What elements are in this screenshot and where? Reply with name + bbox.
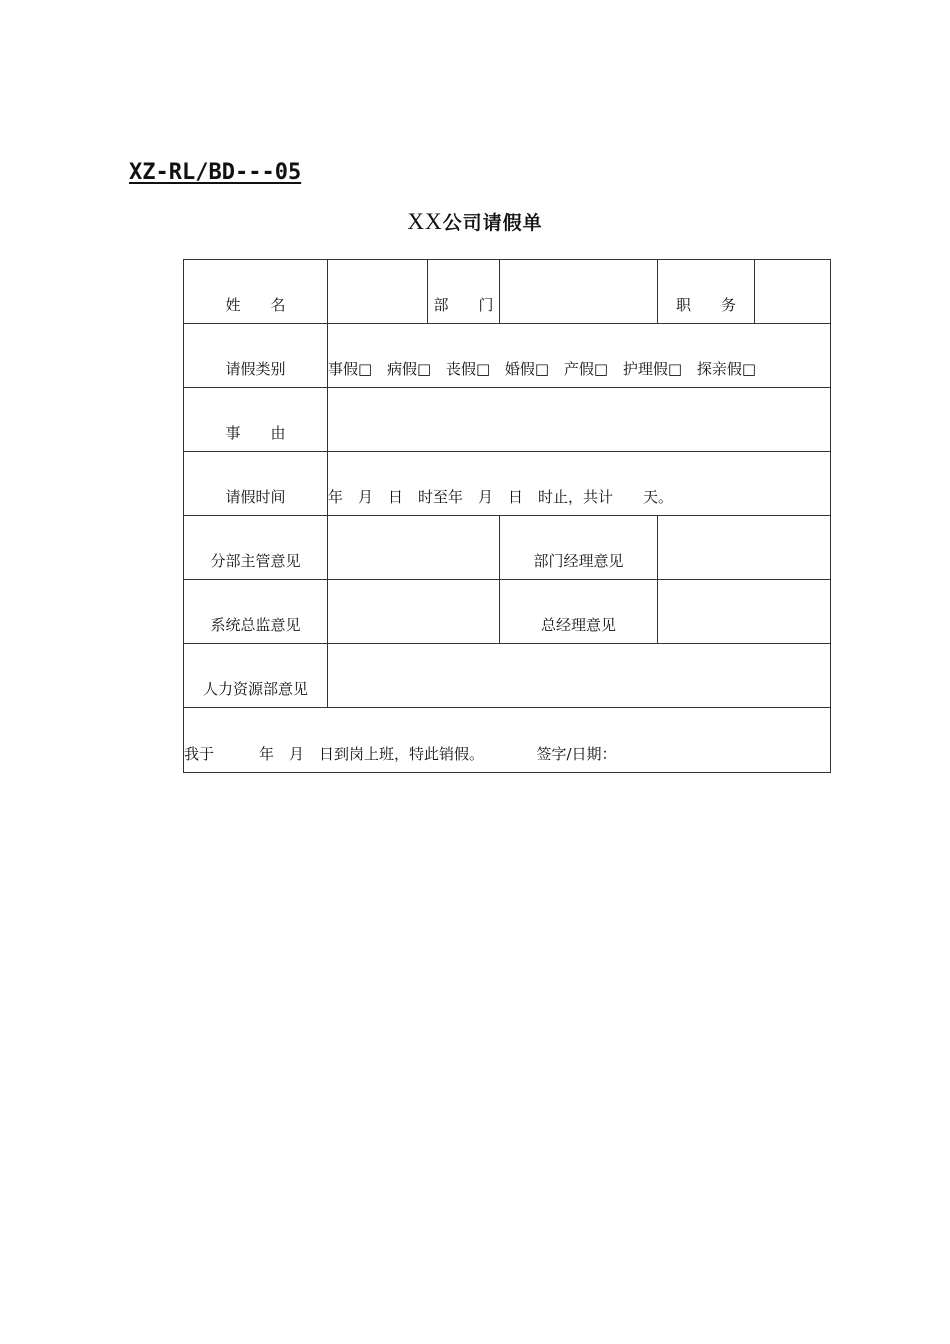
page-title — [0, 208, 950, 235]
branch-supervisor-label: 分部主管意见 — [184, 516, 328, 580]
system-director-label: 系统总监意见 — [184, 580, 328, 644]
hr-field[interactable] — [328, 644, 831, 708]
leave-type-label: 请假类别 — [184, 324, 328, 388]
form-row-approval-2 — [184, 580, 831, 644]
return-confirmation[interactable]: 我于 年 月 日到岗上班，特此销假。 签字/日期： — [184, 708, 831, 773]
leave-type-options — [328, 324, 831, 388]
name-field[interactable] — [328, 260, 428, 324]
document-code: XZ-RL/BD---05 — [129, 160, 302, 185]
general-manager-label: 总经理意见 — [500, 580, 658, 644]
leave-type-bereavement-checkbox[interactable]: 丧假□ — [445, 360, 491, 378]
form-row-hr — [184, 644, 831, 708]
form-row-basic-info — [184, 260, 831, 324]
reason-label: 事 由 — [184, 388, 328, 452]
hr-label: 人力资源部意见 — [184, 644, 328, 708]
form-row-leave-type — [184, 324, 831, 388]
title-form-name: 公司请假单 — [442, 212, 543, 234]
leave-time-label: 请假时间 — [184, 452, 328, 516]
department-label: 部 门 — [428, 260, 500, 324]
form-row-reason — [184, 388, 831, 452]
reason-field[interactable] — [328, 388, 831, 452]
department-field[interactable] — [500, 260, 658, 324]
branch-supervisor-field[interactable] — [328, 516, 500, 580]
dept-manager-label: 部门经理意见 — [500, 516, 658, 580]
leave-type-family-visit-checkbox[interactable]: 探亲假□ — [696, 360, 756, 378]
name-label: 姓 名 — [184, 260, 328, 324]
leave-time-field[interactable]: 年 月 日 时至年 月 日 时止，共计 天。 — [328, 452, 831, 516]
leave-type-personal-checkbox[interactable]: 事假□ — [328, 360, 373, 378]
leave-type-nursing-checkbox[interactable]: 护理假□ — [622, 360, 683, 378]
form-row-leave-time — [184, 452, 831, 516]
leave-type-sick-checkbox[interactable]: 病假□ — [386, 360, 432, 378]
general-manager-field[interactable] — [658, 580, 831, 644]
leave-type-maternity-checkbox[interactable]: 产假□ — [563, 360, 609, 378]
position-label: 职 务 — [658, 260, 755, 324]
title-company-prefix: XX — [407, 209, 443, 234]
leave-request-form — [183, 259, 831, 773]
leave-type-marriage-checkbox[interactable]: 婚假□ — [504, 360, 550, 378]
form-row-return — [184, 708, 831, 773]
dept-manager-field[interactable] — [658, 516, 831, 580]
form-row-approval-1 — [184, 516, 831, 580]
position-field[interactable] — [755, 260, 831, 324]
system-director-field[interactable] — [328, 580, 500, 644]
